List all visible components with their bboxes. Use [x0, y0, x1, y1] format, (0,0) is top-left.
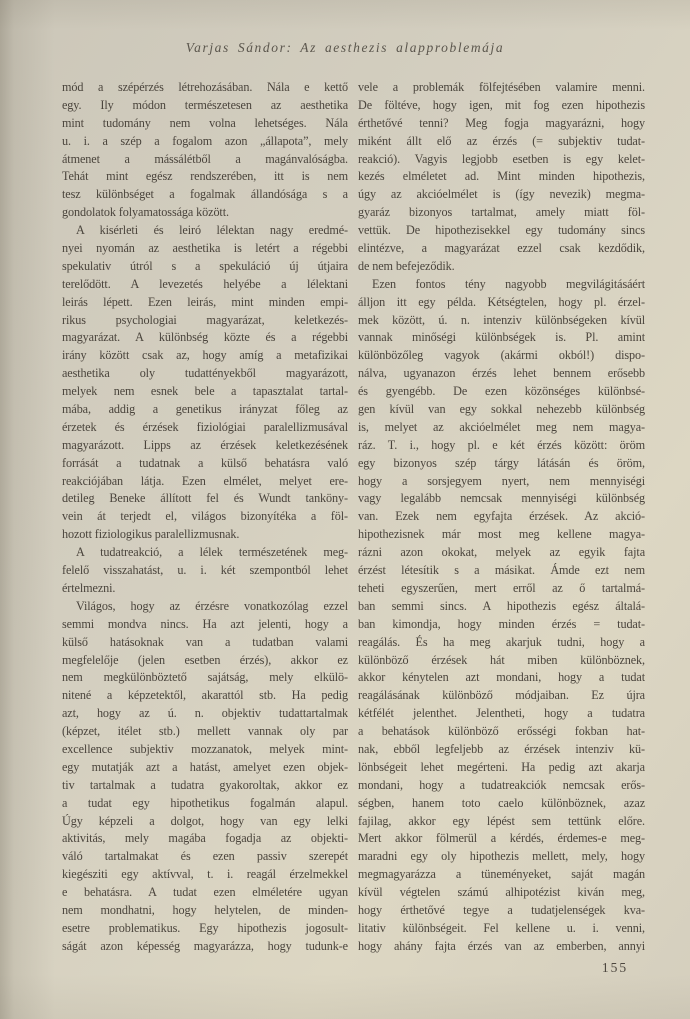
text-line: A tudatreakció, a lélek természetének meg-: [76, 545, 348, 560]
text-line: A kisérleti és leiró lélektan nagy eredmé-: [76, 223, 348, 238]
text-line: irány között csak az, hogy amíg a metafizikai: [62, 348, 348, 363]
text-line: ségben, hanem toto caelo különböznek, azaz: [358, 795, 645, 810]
text-line: felelő visszahatást, u. i. két szempontból lehet: [62, 563, 348, 578]
text-line: egy. Ily módon természetesen az aesthetika: [62, 97, 348, 112]
text-line: Világos, hogy az érzésre vonatkozólag ezzel: [76, 598, 348, 613]
text-line: külső hatásoknak van a tudatban valami: [62, 634, 348, 649]
text-line: hogy érthetővé tegye a tudatjelenségek kva-: [358, 902, 645, 917]
text-line: kívül végtelen számú alhipotézist kiván meg,: [358, 885, 645, 900]
text-line: úgy az akcióelmélet is (így nevezik) megma-: [358, 187, 645, 202]
text-line: litativ különbségeit. Fel kellene u. i. venni,: [358, 920, 645, 935]
text-line: reagálás. És ha meg akarjuk tudni, hogy a: [358, 634, 645, 649]
text-line: vannak minőségi különbségek is. Pl. amint: [358, 330, 645, 345]
text-line: egy bizonyos szép tárgy látásán és öröm,: [358, 455, 645, 470]
text-line: leirás lépett. Ezen leirás, mint minden empi-: [62, 294, 348, 309]
text-line: teheti egyszerűen, mert erről az ő tartalmá-: [358, 580, 645, 595]
text-line: kétfélét jelenthet. Jelentheti, hogy a tudatra: [358, 706, 645, 721]
text-line: mint tudomány nem volna lehetséges. Nála: [62, 115, 348, 130]
text-line: nálva, ugyanazon érzés lehet bennem erősebb: [358, 366, 645, 381]
text-line: de nem befejeződik.: [358, 258, 455, 273]
text-line: nak, ebből legfeljebb az érzések intenziv kü-: [358, 741, 645, 756]
text-line: De föltéve, hogy igen, mit fog ezen hipothezis: [358, 97, 645, 112]
text-line: detileg Beneke állított fel és Wundt tanköny-: [62, 491, 348, 506]
text-line: vein át terjedt el, világos bizonyítéka a föl-: [62, 509, 348, 524]
text-line: hogy ahány fajta érzés van az emberben, annyi: [358, 938, 645, 953]
text-line: átmenet a mássálétből a magánvalóságba.: [62, 151, 348, 166]
text-line: érzést létesítik s a másikat. Ámde ezt nem: [358, 563, 645, 578]
text-line: megfelelője (jelen esetben érzés), akkor ez: [62, 652, 348, 667]
text-line: miként állt elő az érzés (= subjektiv tudat-: [358, 133, 645, 148]
text-line: spekulativ útról s a spekuláció új útjaira: [62, 258, 348, 273]
text-line: Tehát mint egész rendszerében, itt is nem: [62, 169, 348, 184]
text-line: ráz. T. i., hogy pl. e két érzés között: öröm: [358, 437, 645, 452]
text-line: gyaráz bizonyos tartalmat, amely miatt föl-: [358, 205, 645, 220]
text-line: magyarázat. A különbség közte és a régebbi: [62, 330, 348, 345]
text-line: érthetővé tenni? Meg fogja magyarázni, hogy: [358, 115, 645, 130]
text-line: magyarázott. Lipps az érzések keletkezésének: [62, 437, 348, 452]
text-line: rikus psychologiai magyarázat, keletkezés-: [62, 312, 348, 327]
text-line: rázni azon okokat, melyek az egyik fajta: [358, 545, 645, 560]
text-line: érzetek és érzések fiziológiai paralellizmusával: [62, 419, 348, 434]
text-line: megmagyarázza a tüneményeket, saját magán: [358, 867, 645, 882]
text-line: kezés elméletet ad. Mint minden hipothezis,: [358, 169, 645, 184]
text-line: értelmezni.: [62, 580, 116, 595]
text-line: nem megkülönböztető sajátság, mely elkülö-: [62, 670, 348, 685]
text-line: e behatásra. A tudat ezen elméletére ugyan: [62, 885, 348, 900]
text-line: gen kívül van egy sokkal nehezebb különbség: [358, 402, 645, 417]
text-line: ban kimondja, hogy minden érzés = tudat-: [358, 616, 645, 631]
text-line: azt, hogy az ú. n. objektiv tudattartalmak: [62, 706, 348, 721]
text-line: lönbségeit lehet megérteni. Ha pedig azt akarja: [358, 759, 645, 774]
text-line: a tudat egy hipothetikus fogalmán alapul.: [62, 795, 348, 810]
text-line: esetre problematikus. Egy hipothezis jogosult-: [62, 920, 348, 935]
text-line: forrását a tudatnak a külső behatásra való: [62, 455, 348, 470]
text-line: tesz különbséget a fogalmak állandósága s a: [62, 187, 348, 202]
text-line: (képzet, itélet stb.) mellett vannak oly par: [62, 724, 348, 739]
text-line: van. Ezek nem egyfajta érzések. Az akció-: [358, 509, 645, 524]
text-line: mek között, ú. n. intenziv különbségeken kívül: [358, 312, 645, 327]
text-line: váló tartalmakat és ezen passiv szerepét: [62, 849, 348, 864]
left-column: [62, 79, 348, 956]
text-line: és gyengébb. De ezen közönséges különbsé-: [358, 384, 645, 399]
text-line: akkor kénytelen azt mondani, hogy a tudat: [358, 670, 645, 685]
page-number: 155: [601, 960, 629, 975]
text-line: különbözőleg vagyok (akármi okból!) dispo-: [358, 348, 645, 363]
text-line: mód a szépérzés létrehozásában. Nála e kettő: [62, 80, 348, 94]
text-line: reakciójában látja. Ezen elmélet, melyet ere-: [62, 473, 348, 488]
text-line: aesthetika oly tudattényekből magyarázott,: [62, 366, 348, 381]
text-line: hogy a sorsjegyem nyert, nem mennyiségi: [358, 473, 645, 488]
text-line: mondani, hogy a tudatreakciók nemcsak erős-: [358, 777, 645, 792]
text-line: terelődött. A levezetés helyébe a lélektani: [62, 276, 348, 291]
text-line: nyei nyomán az aesthetika is letért a régebbi: [62, 241, 348, 256]
text-line: fajilag, akkor egy lépést sem tettünk előre.: [358, 813, 645, 828]
text-line: a behatások különböző erősségi fokban hat-: [358, 724, 645, 739]
text-line: vagy legalább nemcsak mennyiségi különbség: [358, 491, 645, 506]
text-line: maradni egy oly hipothezis mellett, mely, hogy: [358, 849, 645, 864]
text-line: hipothezisnek már most meg kellene magya-: [358, 527, 645, 542]
text-line: ban semmi sincs. A hipothezis egész általá-: [358, 598, 645, 613]
right-column: [358, 79, 645, 956]
text-line: aktivitás, mely magába fogadja az objekti-: [62, 831, 348, 846]
text-line: Úgy képzeli a dolgot, hogy van egy lelki: [62, 813, 348, 828]
text-line: nem mondhatni, hogy helytelen, de minden-: [62, 902, 348, 917]
text-line: is, melyet az akcióelmélet meg nem magya-: [358, 419, 645, 434]
text-line: különböző érzések hát miben különböznek,: [358, 652, 645, 667]
text-line: tiv tartalmak a tudatra gyakoroltak, akkor ez: [62, 777, 348, 792]
text-line: kiegésziti egy aktívval, t. i. reagál érzelmekkel: [62, 867, 348, 882]
text-line: reakció). Vagyis legjobb esetben is egy kelet-: [358, 151, 645, 166]
text-line: hozott fiziologikus paralellizmusnak.: [62, 527, 240, 542]
running-head: Varjas Sándor: Az aesthezis alapproblemája: [185, 40, 505, 55]
text-line: ságát azon képesség magyarázza, hogy tudunk-e: [62, 938, 348, 953]
text-line: vele a problemák fölfejtésében valamire menni.: [358, 80, 645, 94]
text-line: Ezen fontos tény nagyobb megvilágitásáért: [372, 276, 645, 291]
text-line: melyek nem esnek bele a tapasztalat tartal-: [62, 384, 348, 399]
text-line: nitené a képzetektől, akarattól stb. Ha pedig: [62, 688, 348, 703]
text-line: elintézve, a magyarázat ezzel csak kezdődik,: [358, 241, 645, 256]
text-line: gondolatok folyamatossága között.: [62, 205, 229, 220]
text-line: excellence subjektiv mozzanatok, melyek mint-: [62, 741, 348, 756]
text-line: álljon itt egy példa. Kétségtelen, hogy pl. érzel-: [358, 294, 645, 309]
text-line: egy mutatják azt a hatást, amelyet ezen objek-: [62, 759, 348, 774]
text-line: mába, addig a genetikus irányzat főleg az: [62, 402, 348, 417]
text-line: Mert akkor fölmerül a kérdés, érdemes-e meg-: [358, 831, 645, 846]
text-line: vettük. De hipothezisekkel egy tudomány sincs: [358, 223, 645, 238]
text-line: u. i. a szép a fogalom azon „állapota”, mely: [62, 133, 348, 148]
text-line: reagálásának különböző módjaiban. Ez újra: [358, 688, 645, 703]
text-line: semmi mondva nincs. Ha azt jelenti, hogy a: [62, 616, 348, 631]
